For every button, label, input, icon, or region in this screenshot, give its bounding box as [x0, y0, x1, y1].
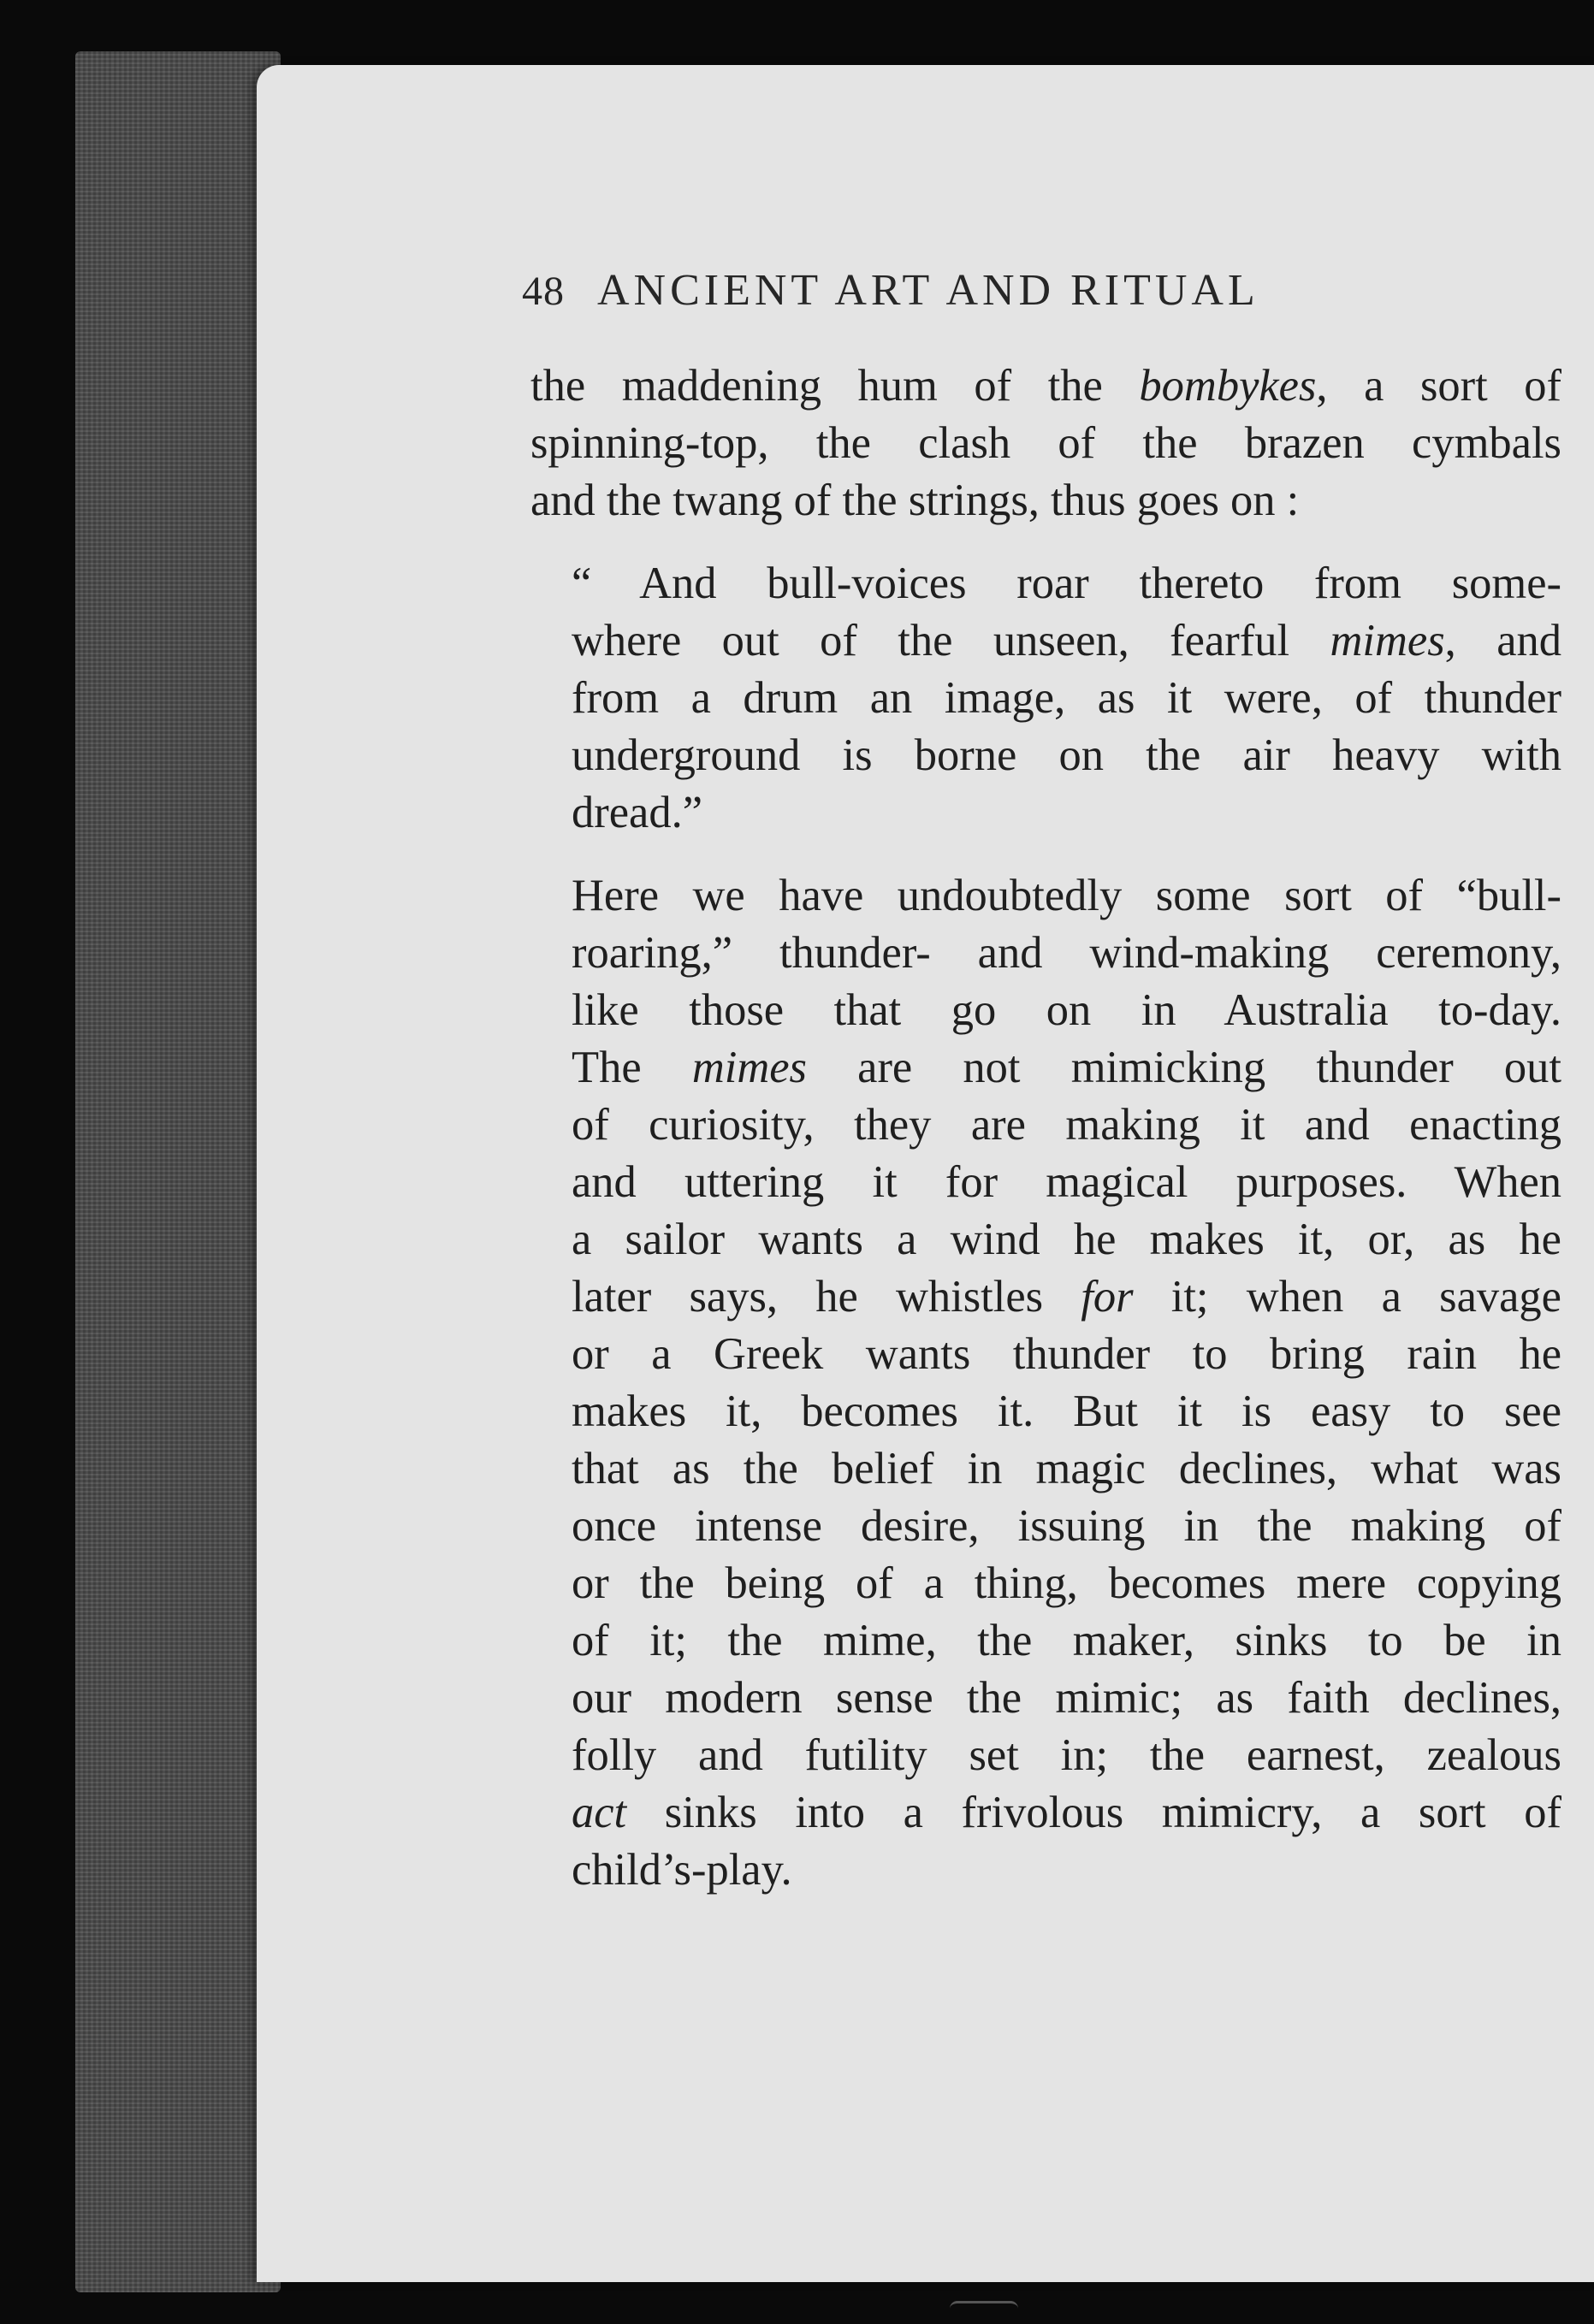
text-line: later says, he whistles for it; when a savage	[572, 1272, 1561, 1322]
text-line: like those that go on in Australia to-day.	[572, 985, 1561, 1035]
italic-word: mimes	[691, 1043, 807, 1092]
book-binding	[75, 51, 281, 2292]
text-line: The mimes are not mimicking thunder out	[572, 1043, 1561, 1092]
paragraph-quote	[530, 555, 1561, 842]
page-number: 48	[522, 269, 565, 314]
italic-word: act	[572, 1788, 627, 1837]
paragraph-3	[530, 867, 1561, 1899]
text-line: of it; the mime, the maker, sinks to be in	[572, 1616, 1561, 1665]
text-line: child’s-play.	[572, 1845, 792, 1895]
italic-word: bombykes	[1139, 361, 1317, 411]
italic-word: mimes	[1330, 616, 1445, 665]
text-line: makes it, becomes it. But it is easy to see	[572, 1387, 1561, 1436]
paragraph-1	[530, 358, 1561, 529]
text-line: that as the belief in magic declines, what was	[572, 1444, 1561, 1493]
text-line: “ And bull-voices roar thereto from some-	[572, 559, 1561, 608]
text-line: and the twang of the strings, thus goes on :	[530, 476, 1300, 525]
book-title: ANCIENT ART AND RITUAL	[597, 266, 1259, 315]
text-line: or the being of a thing, becomes mere copying	[572, 1558, 1561, 1608]
scan-edge-mark	[950, 2301, 1018, 2309]
text-line: spinning-top, the clash of the brazen cymbals	[530, 418, 1561, 468]
italic-word: for	[1081, 1272, 1134, 1322]
text-line: our modern sense the mimic; as faith declines,	[572, 1673, 1561, 1723]
text-line: a sailor wants a wind he makes it, or, as he	[572, 1215, 1561, 1264]
text-line: roaring,” thunder- and wind-making ceremony,	[572, 928, 1561, 978]
text-line: where out of the unseen, fearful mimes, and	[572, 616, 1561, 665]
book-page	[257, 65, 1594, 2282]
text-line: of curiosity, they are making it and enacting	[572, 1100, 1561, 1150]
running-head	[522, 265, 1561, 334]
page-content	[522, 266, 1561, 1899]
text-line: dread.”	[572, 788, 703, 837]
text-line: Here we have undoubtedly some sort of “bull-	[572, 871, 1561, 920]
text-line: underground is borne on the air heavy with	[572, 730, 1561, 780]
text-line: and uttering it for magical purposes. When	[572, 1157, 1561, 1207]
text-line: or a Greek wants thunder to bring rain he	[572, 1329, 1561, 1379]
text-line: from a drum an image, as it were, of thunder	[572, 673, 1561, 723]
text-line: once intense desire, issuing in the making of	[572, 1501, 1561, 1551]
text-line: act sinks into a frivolous mimicry, a sort of	[572, 1788, 1561, 1837]
text-line: folly and futility set in; the earnest, zealous	[572, 1730, 1561, 1780]
text-line: the maddening hum of the bombykes, a sort of	[530, 361, 1561, 411]
